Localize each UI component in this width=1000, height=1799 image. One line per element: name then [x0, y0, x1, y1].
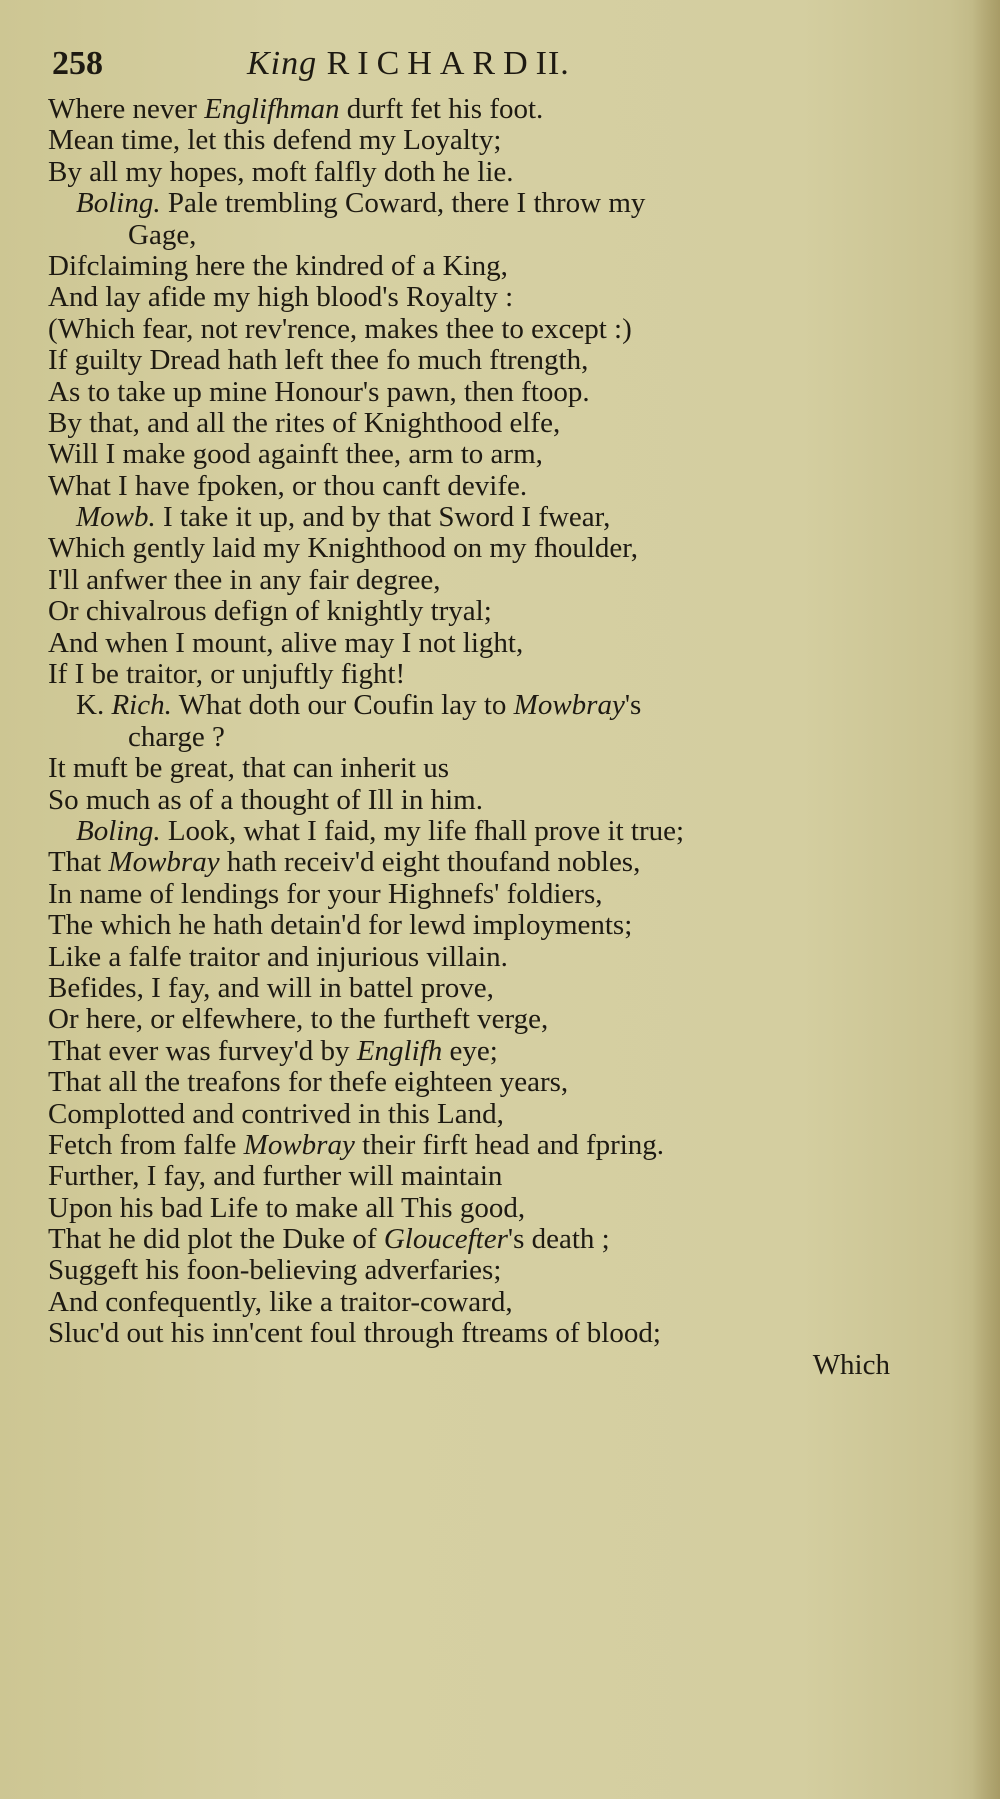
verse-line: [48, 659, 888, 690]
verse-line: [48, 565, 888, 596]
text-segment: What doth our Coufin lay to: [171, 689, 514, 722]
verse-line: [48, 94, 888, 125]
text-segment: Upon his bad Life to make all This good,: [48, 1191, 526, 1224]
text-segment: Which: [812, 1348, 890, 1381]
verse-line: [48, 628, 888, 659]
verse-line: [48, 188, 888, 219]
text-segment: eye;: [442, 1034, 498, 1067]
text-segment: Difclaiming here the kindred of a King,: [48, 249, 508, 282]
text-segment: Pale trembling Coward, there I throw my: [160, 187, 646, 220]
text-segment: hath receiv'd eight thoufand nobles,: [219, 846, 641, 879]
text-segment: 's: [624, 689, 642, 722]
verse-line: [48, 910, 888, 941]
running-header: [52, 45, 872, 85]
text-segment: Complotted and contrived in this Land,: [48, 1097, 504, 1130]
verse-line: [48, 1036, 888, 1067]
text-segment: Fetch from falfe: [48, 1128, 244, 1161]
verse-line: [48, 596, 888, 627]
italic-text: Rich.: [111, 689, 172, 722]
verse-line: [48, 785, 888, 816]
verse-line: [48, 1255, 888, 1286]
italic-text: Englifh: [356, 1034, 443, 1067]
verse-line: [48, 1004, 888, 1035]
text-segment: Where never: [48, 93, 205, 125]
verse-line: [48, 973, 888, 1004]
verse-line: [48, 314, 888, 345]
text-segment: Or chivalrous defign of knightly tryal;: [48, 595, 492, 628]
text-segment: That ever was furvey'd by: [48, 1034, 357, 1067]
text-segment: Mean time, let this defend my Loyalty;: [48, 124, 502, 157]
text-segment: By all my hopes, moft falfly doth he lie.: [48, 155, 514, 188]
text-segment: Will I make good againft thee, arm to arm,: [48, 438, 543, 471]
verse-line: [48, 157, 888, 188]
verse-line: [48, 408, 888, 439]
text-segment: 's death ;: [507, 1223, 610, 1256]
text-segment: Like a falfe traitor and injurious villain.: [48, 940, 508, 973]
verse-line: [48, 847, 888, 878]
verse-line: [48, 282, 888, 313]
text-segment: In name of lendings for your Highnefs' foldiers,: [48, 877, 603, 910]
text-segment: What I have fpoken, or thou canft devife.: [48, 469, 528, 502]
text-segment: That he did plot the Duke of: [48, 1223, 384, 1256]
verse-line: [48, 439, 888, 470]
verse-line: [48, 125, 888, 156]
verse-line: [48, 1318, 888, 1349]
italic-text: Gloucefter: [383, 1223, 508, 1256]
italic-text: Mowbray: [243, 1128, 355, 1161]
verse-line: [48, 1287, 888, 1318]
page-edge-shadow: [972, 0, 1000, 1799]
verse-line: [48, 1350, 890, 1381]
text-segment: durft fet his foot.: [339, 93, 544, 125]
verse-line: [48, 1130, 888, 1161]
title-king: King: [247, 45, 318, 82]
text-segment: And lay afide my high blood's Royalty :: [48, 281, 514, 314]
text-segment: As to take up mine Honour's pawn, then ftoop.: [48, 375, 590, 408]
verse-line: [48, 1193, 888, 1224]
text-segment: K.: [76, 689, 112, 722]
text-segment: By that, and all the rites of Knighthood elfe,: [48, 406, 561, 439]
verse-line: [48, 345, 888, 376]
text-segment: That: [48, 846, 109, 879]
italic-text: Boling.: [76, 187, 161, 220]
text-segment: That all the treafons for thefe eighteen years,: [48, 1066, 569, 1099]
verse-line: [48, 502, 888, 533]
text-segment: So much as of a thought of Ill in him.: [48, 783, 483, 816]
text-segment: The which he hath detain'd for lewd imployments;: [48, 909, 633, 942]
italic-text: Mowbray: [108, 846, 220, 879]
verse-line: [48, 377, 888, 408]
verse-line: [48, 1099, 888, 1130]
verse-line: [48, 533, 888, 564]
text-segment: Which gently laid my Knighthood on my fhoulder,: [48, 532, 639, 565]
verse-line: [48, 816, 888, 847]
italic-text: Mowb.: [76, 501, 156, 534]
text-segment: I take it up, and by that Sword I fwear,: [155, 501, 611, 534]
text-segment: Gage,: [128, 218, 197, 251]
verse-line: [48, 251, 888, 282]
text-segment: Sluc'd out his inn'cent foul through ftreams of blood;: [48, 1317, 661, 1350]
text-segment: It muft be great, that can inherit us: [48, 752, 450, 785]
verse-line: [48, 1161, 888, 1192]
verse-line: [48, 1224, 888, 1255]
verse-line: [48, 753, 888, 784]
text-segment: (Which fear, not rev'rence, makes thee to except :): [48, 312, 632, 345]
text-segment: I'll anfwer thee in any fair degree,: [48, 563, 441, 596]
text-segment: Suggeft his foon-believing adverfaries;: [48, 1254, 502, 1287]
text-segment: And confequently, like a traitor-coward,: [48, 1285, 513, 1318]
verse-line: [48, 1067, 888, 1098]
text-segment: Befides, I fay, and will in battel prove,: [48, 971, 494, 1004]
verse-line: [48, 220, 888, 251]
italic-text: Mowbray: [513, 689, 625, 722]
text-segment: charge ?: [128, 720, 225, 753]
text-segment: If guilty Dread hath left thee fo much ftrength,: [48, 344, 589, 377]
verse-line: [48, 722, 888, 753]
verse-text: [48, 94, 888, 1381]
italic-text: Englifhman: [204, 93, 340, 125]
verse-line: [48, 879, 888, 910]
verse-line: [48, 942, 888, 973]
text-segment: If I be traitor, or unjuftly fight!: [48, 658, 406, 691]
text-segment: Or here, or elfewhere, to the furtheft verge,: [48, 1003, 549, 1036]
verse-line: [48, 690, 888, 721]
title-richard: RICHARD: [326, 45, 536, 82]
running-title: [247, 45, 570, 83]
text-segment: their firft head and fpring.: [354, 1128, 665, 1161]
italic-text: Boling.: [76, 814, 161, 847]
text-segment: And when I mount, alive may I not light,: [48, 626, 524, 659]
page-number: 258: [52, 45, 103, 82]
text-segment: Further, I fay, and further will maintain: [48, 1160, 503, 1193]
verse-line: [48, 471, 888, 502]
title-suffix: II.: [535, 45, 570, 82]
text-segment: Look, what I faid, my life fhall prove it true;: [160, 814, 685, 847]
